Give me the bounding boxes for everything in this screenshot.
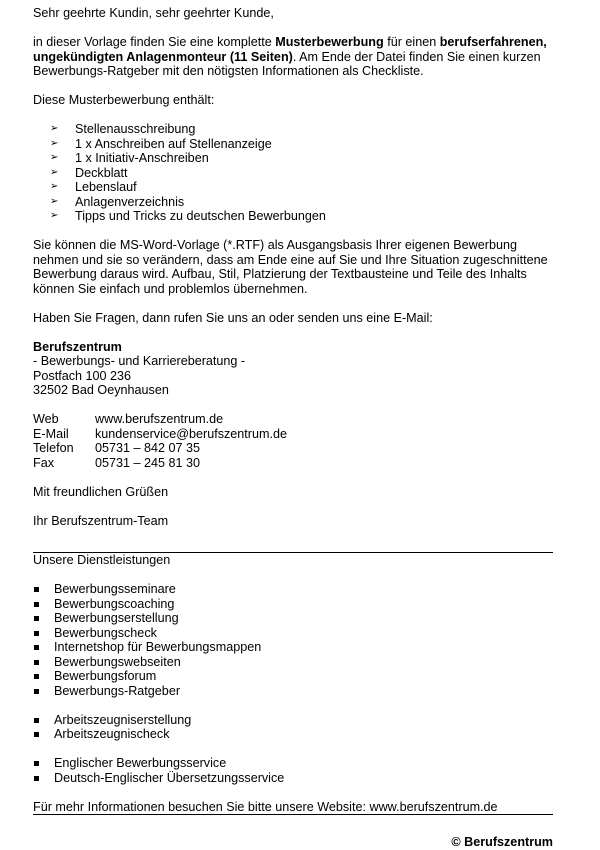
square-bullet-icon xyxy=(34,645,39,650)
contact-label: Telefon xyxy=(33,441,74,455)
list-item: Internetshop für Bewerbungsmappen xyxy=(33,640,553,655)
arrow-bullet-icon: ➢ xyxy=(50,152,59,163)
copyright: © Berufszentrum xyxy=(451,835,553,849)
list-item: Bewerbungscoaching xyxy=(33,597,553,612)
intro-text-3: . Am Ende der Datei finden Sie einen kurzen Bewerbungs-Ratgeber mit den nötigsten Informationen als Checkliste. xyxy=(33,49,541,78)
services-list-1 xyxy=(33,582,553,698)
contact-label: Fax xyxy=(33,455,54,470)
arrow-bullet-icon: ➢ xyxy=(50,195,59,207)
intro-text-1: in dieser Vorlage finden Sie eine komplette xyxy=(33,35,276,49)
square-bullet-icon xyxy=(34,674,39,679)
list-item: ➢ 1 x Initiativ-Anschreiben xyxy=(50,151,209,165)
contact-label: E-Mail xyxy=(33,426,69,441)
contact-fax: 05731 – 245 81 30 xyxy=(95,455,201,470)
table-row xyxy=(33,456,287,471)
list-item: ➢ Tipps und Tricks zu deutschen Bewerbungen xyxy=(50,209,326,223)
list-item: Bewerbungs-Ratgeber xyxy=(33,684,553,699)
list-item: Bewerbungserstellung xyxy=(33,611,553,626)
footer-info: Für mehr Informationen besuchen Sie bitte unsere Website: www.berufszentrum.de xyxy=(33,799,498,814)
company-name: Berufszentrum xyxy=(33,339,122,354)
signature: Ihr Berufszentrum-Team xyxy=(33,513,169,528)
list-item: Deutsch-Englischer Übersetzungsservice xyxy=(33,771,553,786)
arrow-bullet-icon: ➢ xyxy=(50,166,59,178)
list-item: Arbeitszeugniserstellung xyxy=(33,713,553,728)
square-bullet-icon xyxy=(34,616,39,621)
arrow-bullet-icon: ➢ xyxy=(50,210,59,221)
list-item: Bewerbungsforum xyxy=(33,669,553,684)
list-item: Bewerbungscheck xyxy=(33,626,553,641)
list-item: Bewerbungsseminare xyxy=(33,582,553,597)
table-row xyxy=(33,412,287,427)
square-bullet-icon xyxy=(34,660,39,665)
list-item: Englischer Bewerbungsservice xyxy=(33,756,553,771)
intro-text-2: für einen xyxy=(383,35,440,49)
square-bullet-icon xyxy=(34,689,39,694)
divider xyxy=(33,814,553,815)
list-item: Arbeitszeugnischeck xyxy=(33,727,553,742)
list-item: ➢ Lebenslauf xyxy=(50,180,137,194)
closing: Mit freundlichen Grüßen xyxy=(33,484,169,499)
square-bullet-icon xyxy=(34,761,39,766)
services-list-3 xyxy=(33,756,553,785)
list-item: ➢ 1 x Anschreiben auf Stellenanzeige xyxy=(50,136,272,151)
square-bullet-icon xyxy=(34,776,39,781)
arrow-bullet-icon: ➢ xyxy=(50,181,59,192)
table-row xyxy=(33,441,287,456)
contents-heading: Diese Musterbewerbung enthält: xyxy=(33,93,215,107)
square-bullet-icon xyxy=(34,602,39,607)
square-bullet-icon xyxy=(34,732,39,737)
document-page xyxy=(33,6,553,815)
services-heading: Unsere Dienstleistungen xyxy=(33,553,171,567)
services-list-2 xyxy=(33,713,553,742)
list-item: Bewerbungswebseiten xyxy=(33,655,553,670)
intro-bold-1: Musterbewerbung xyxy=(275,35,384,49)
salutation: Sehr geehrte Kundin, sehr geehrter Kunde, xyxy=(33,6,274,20)
contact-label: Web xyxy=(33,412,59,426)
contact-email-link[interactable]: kundenservice@berufszentrum.de xyxy=(95,426,287,441)
table-row xyxy=(33,427,287,442)
arrow-bullet-icon: ➢ xyxy=(50,123,59,134)
intro-paragraph xyxy=(33,35,553,79)
company-subtitle: - Bewerbungs- und Karriereberatung - xyxy=(33,354,246,368)
intro-bold-2: berufserfahrenen, ungekündigten Anlagenmonteur (11 Seiten) xyxy=(33,35,547,64)
contents-list xyxy=(33,122,553,224)
list-item: ➢ Deckblatt xyxy=(50,165,128,180)
contact-table xyxy=(33,412,287,470)
square-bullet-icon xyxy=(34,718,39,723)
square-bullet-icon xyxy=(34,587,39,592)
address-block xyxy=(33,340,553,398)
contact-web-link[interactable]: www.berufszentrum.de xyxy=(95,412,224,426)
contact-phone: 05731 – 842 07 35 xyxy=(95,441,201,455)
city: 32502 Bad Oeynhausen xyxy=(33,383,169,397)
questions-paragraph: Haben Sie Fragen, dann rufen Sie uns an oder senden uns eine E-Mail: xyxy=(33,310,433,325)
list-item: ➢ Anlagenverzeichnis xyxy=(50,194,185,209)
word-template-paragraph: Sie können die MS-Word-Vorlage (*.RTF) als Ausgangsbasis Ihrer eigenen Bewerbung nehmen und sie so verändern, dass am Ende eine auf Sie und Ihre Situation zugeschnittene Bewerbung daraus wird. Aufbau, Stil, Platzierung der Textbausteine und Teile des Inhalts können Sie einfach und problemlos übernehmen. xyxy=(33,238,548,296)
list-item: ➢ Stellenausschreibung xyxy=(50,122,196,136)
po-box: Postfach 100 236 xyxy=(33,368,132,383)
square-bullet-icon xyxy=(34,631,39,636)
arrow-bullet-icon: ➢ xyxy=(50,137,59,149)
